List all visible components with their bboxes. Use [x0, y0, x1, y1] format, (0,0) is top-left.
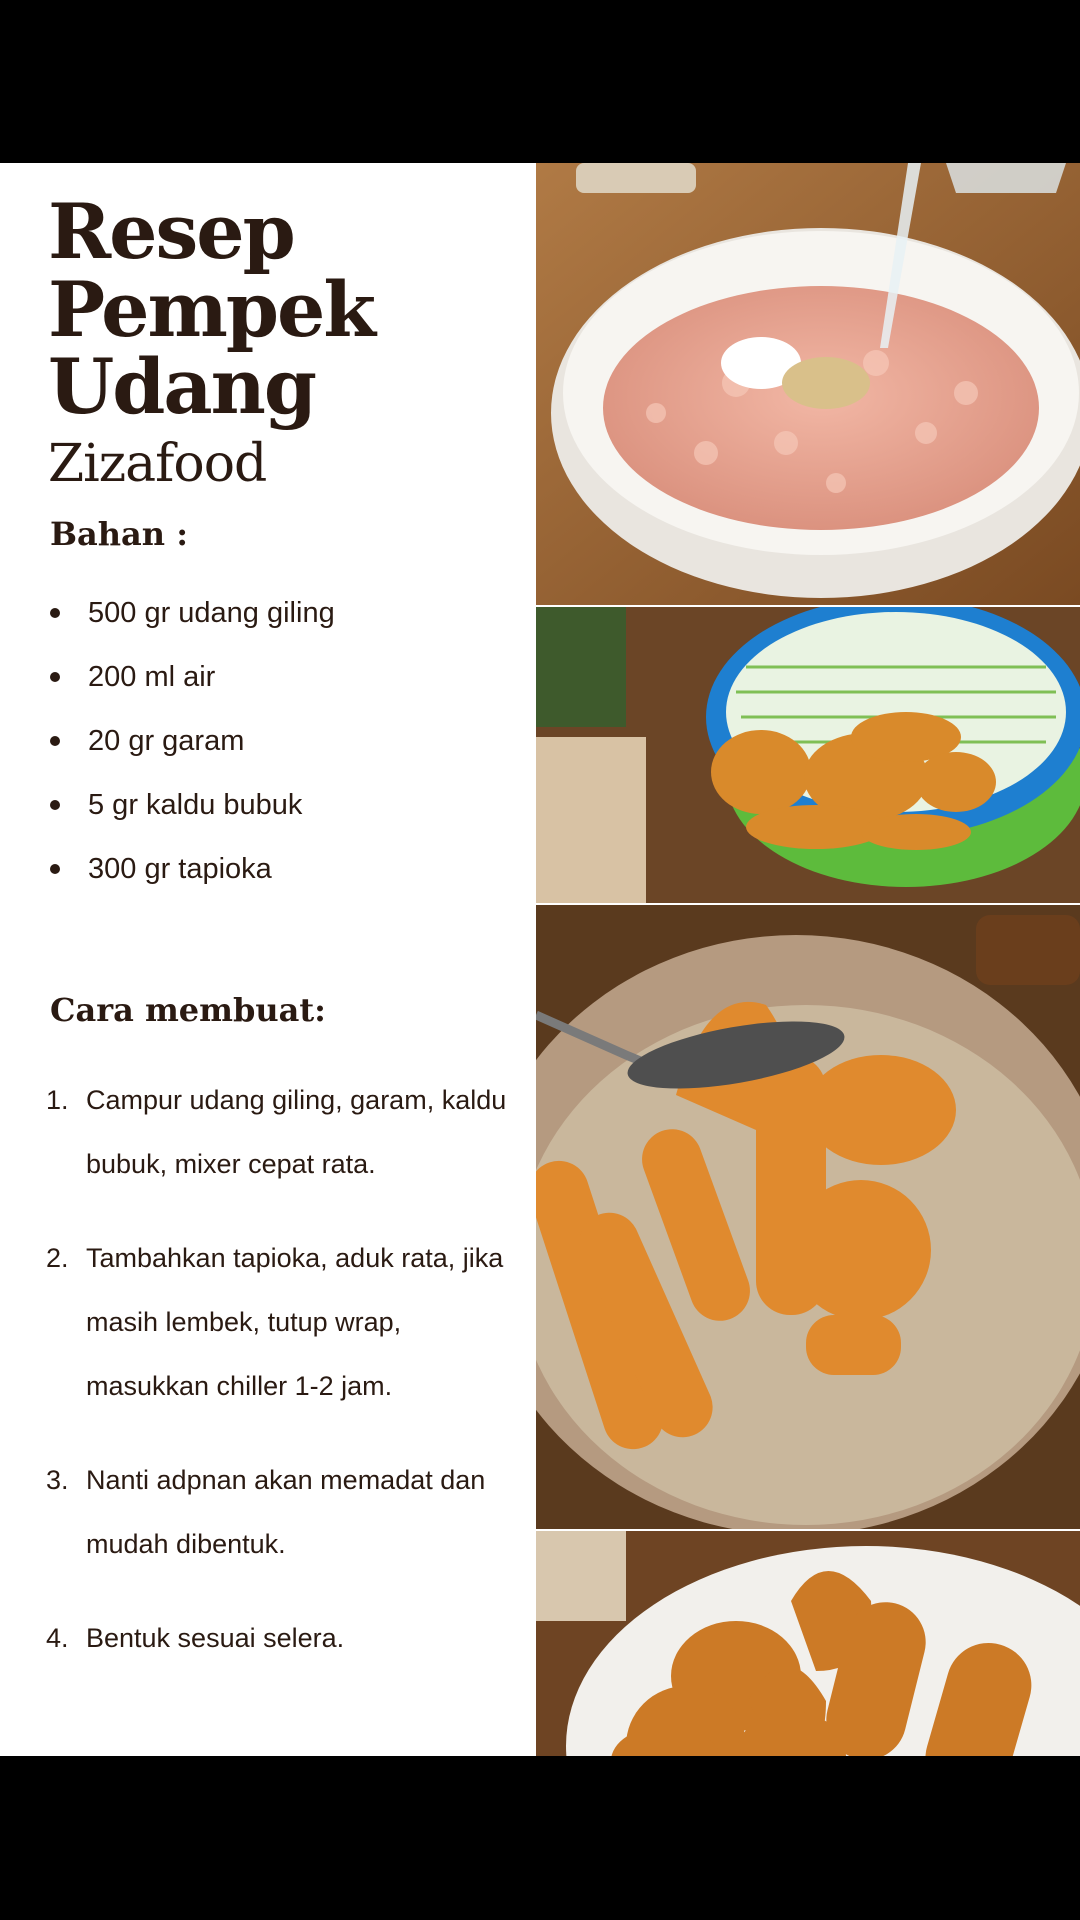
- ingredient-text: 500 gr udang giling: [88, 596, 335, 629]
- bullet-icon: [50, 864, 60, 874]
- step-number: 4.: [46, 1623, 69, 1653]
- list-item: [46, 1226, 526, 1418]
- method-heading: Cara membuat:: [50, 991, 326, 1029]
- list-item: [50, 773, 520, 837]
- step-number: 1.: [46, 1085, 69, 1115]
- photo-column: [536, 163, 1080, 1756]
- recipe-card: [0, 163, 1080, 1756]
- title-line-1: Resep: [48, 187, 294, 276]
- brand-name: Zizafood: [48, 433, 267, 494]
- list-item: [46, 1606, 526, 1670]
- bullet-icon: [50, 736, 60, 746]
- step-text: Bentuk sesuai selera.: [86, 1623, 345, 1653]
- method-steps-list: [46, 1068, 526, 1700]
- shrimp-dough-bowl-photo: [536, 163, 1080, 605]
- pempek-in-colander-photo: [536, 607, 1080, 903]
- list-item: [46, 1448, 526, 1576]
- step-number: 3.: [46, 1465, 69, 1495]
- step-text: Tambahkan tapioka, aduk rata, jika masih lembek, tutup wrap, masukkan chiller 1-2 jam.: [86, 1243, 504, 1401]
- ingredient-text: 5 gr kaldu bubuk: [88, 788, 303, 821]
- step-text: Nanti adpnan akan memadat dan mudah dibentuk.: [86, 1465, 486, 1559]
- ingredient-text: 300 gr tapioka: [88, 852, 272, 885]
- list-item: [50, 837, 520, 901]
- list-item: [46, 1068, 526, 1196]
- bullet-icon: [50, 608, 60, 618]
- list-item: [50, 645, 520, 709]
- ingredients-heading: Bahan :: [50, 515, 188, 553]
- pempek-boiling-pan-photo: [536, 905, 1080, 1529]
- step-text: Campur udang giling, garam, kaldu bubuk, mixer cepat rata.: [86, 1085, 507, 1179]
- title-line-2: Pempek Udang: [48, 264, 375, 432]
- recipe-title: [48, 187, 536, 494]
- list-item: [50, 581, 520, 645]
- list-item: [50, 709, 520, 773]
- step-number: 2.: [46, 1243, 69, 1273]
- fried-pempek-plate-photo: [536, 1531, 1080, 1756]
- bullet-icon: [50, 672, 60, 682]
- bullet-icon: [50, 800, 60, 810]
- ingredient-text: 20 gr garam: [88, 724, 245, 757]
- recipe-text-column: [0, 163, 536, 1756]
- ingredients-list: [50, 581, 520, 901]
- ingredient-text: 200 ml air: [88, 660, 216, 693]
